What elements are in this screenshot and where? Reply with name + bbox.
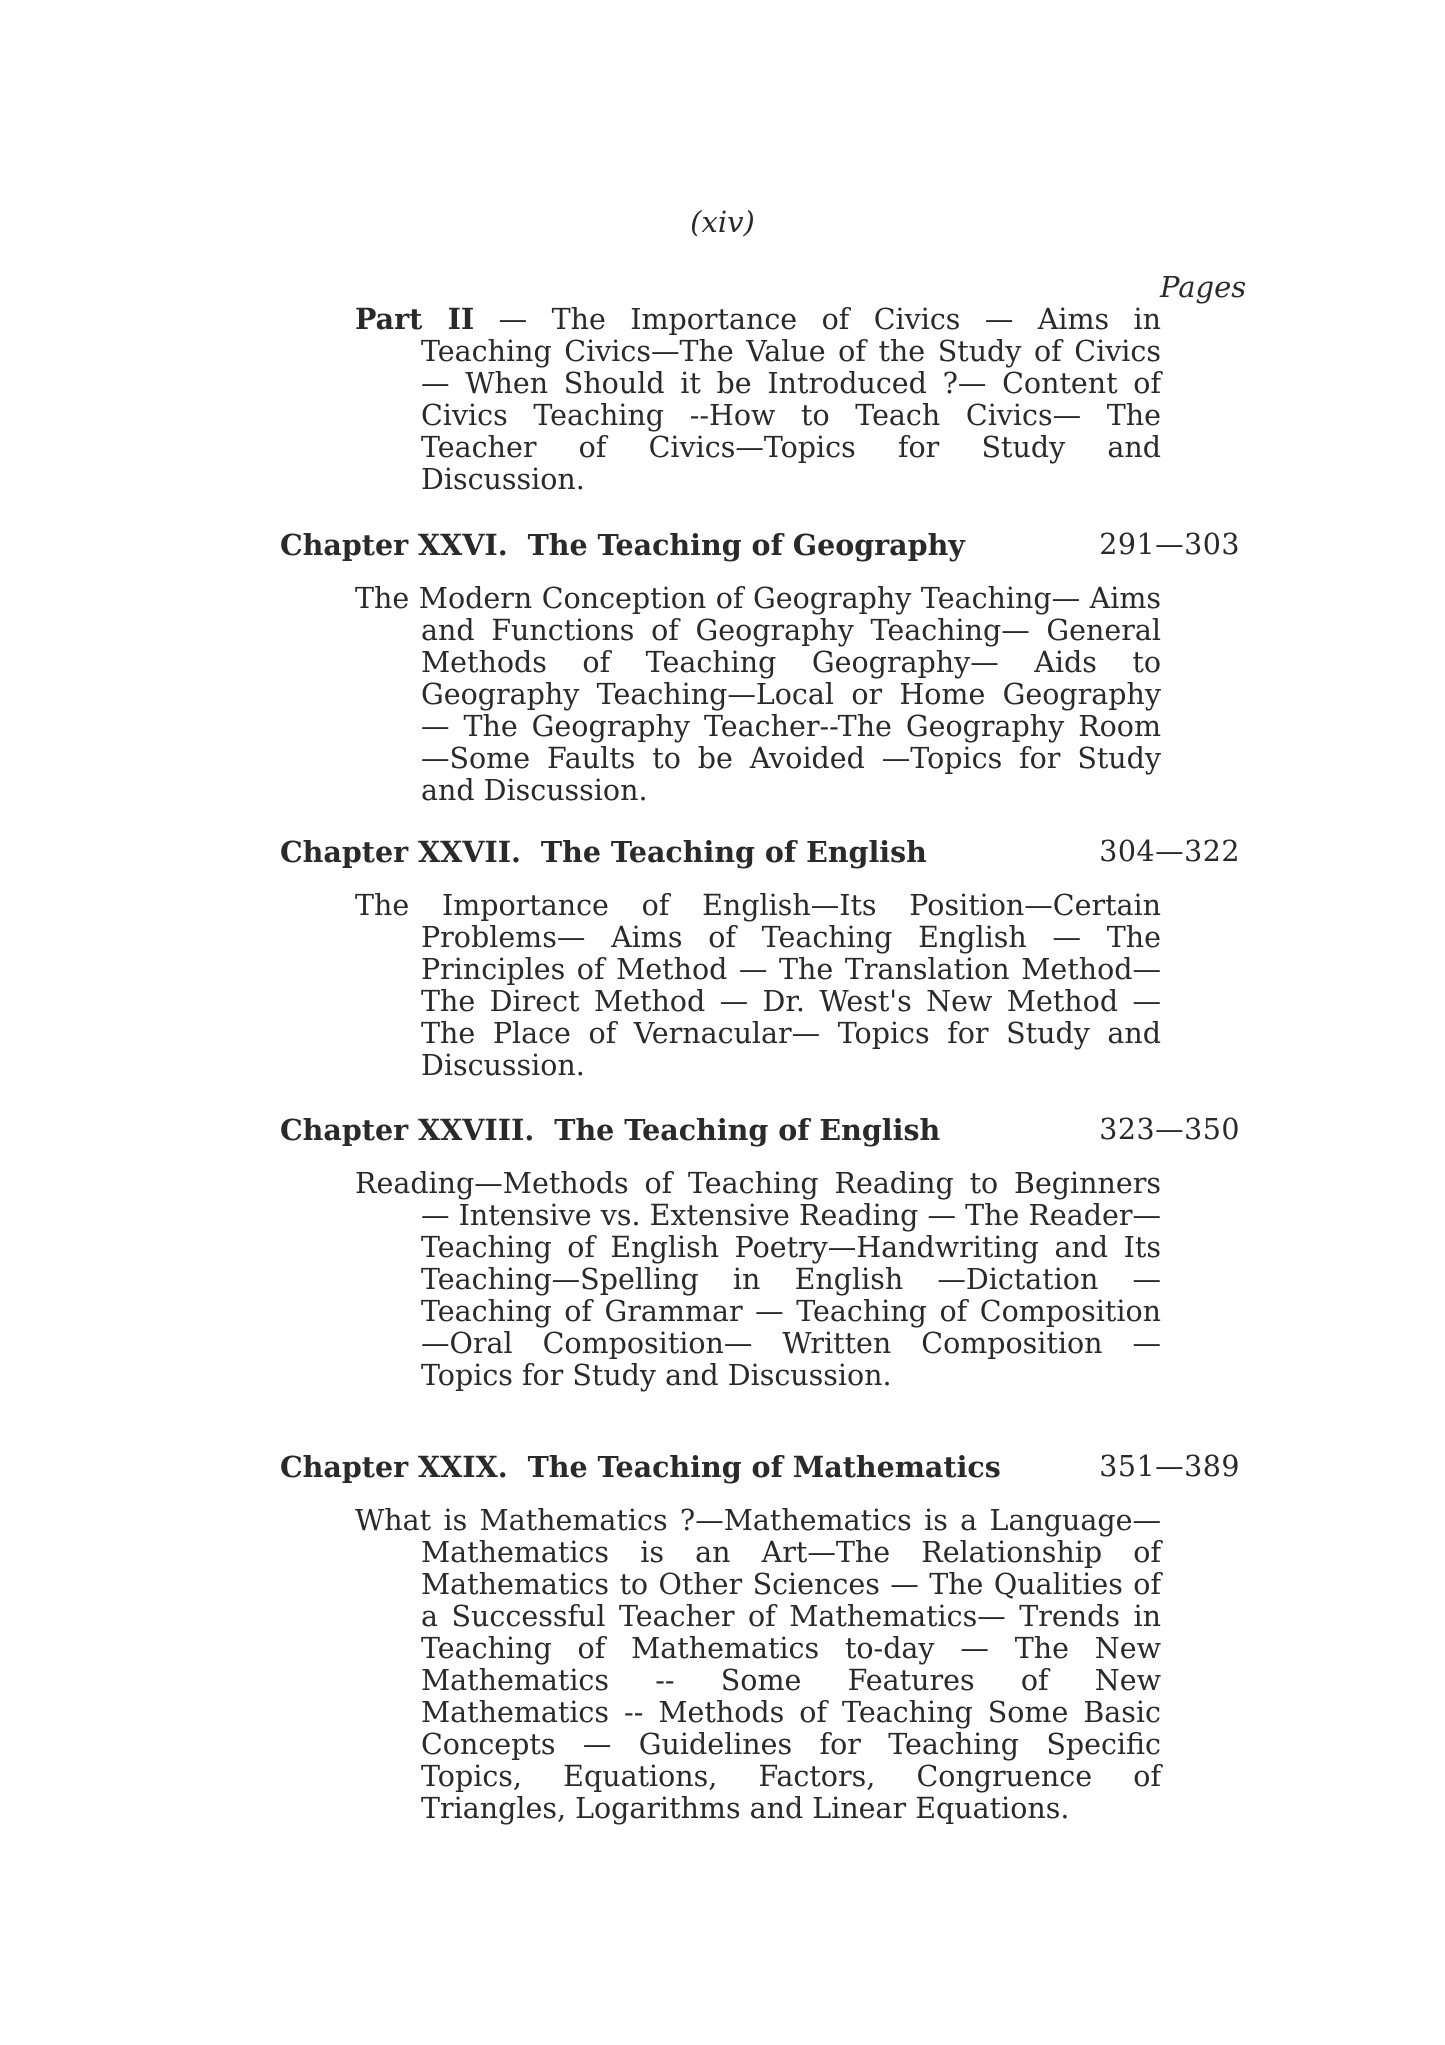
chapter-title: The Teaching of Geography [527, 528, 965, 562]
chapter-number: Chapter XXVII. [280, 835, 521, 869]
chapter-summary: The Importance of English—Its Position—Certain Problems— Aims of Teaching English — The Principles of Method — The Translation Method— The Direct Method — Dr. West's New Method — The Place of Vernacular— Topics for Study and Discussion. [355, 889, 1161, 1082]
chapter-heading [280, 835, 1240, 869]
part-label: Part II [355, 302, 475, 336]
chapter-pages: 323—350 [1099, 1113, 1240, 1146]
chapter-pages: 351—389 [1099, 1450, 1240, 1483]
chapter-heading [280, 1113, 1240, 1147]
chapter-number: Chapter XXVI. [280, 528, 508, 562]
chapter-number: Chapter XXIX. [280, 1450, 508, 1484]
chapter-pages: 291—303 [1099, 528, 1240, 561]
chapter-number: Chapter XXVIII. [280, 1113, 535, 1147]
chapter-title: The Teaching of English [540, 835, 927, 869]
part-entry [355, 303, 1161, 496]
page-number: (xiv) [690, 205, 755, 239]
pages-column-label: Pages [1160, 270, 1247, 304]
chapter-summary: What is Mathematics ?—Mathematics is a Language—Mathematics is an Art—The Relationship of Mathematics to Other Sciences — The Qualities of a Successful Teacher of Mathematics— Trends in Teaching of Mathematics to-day — The New Mathematics -- Some Features of New Mathematics -- Methods of Teaching Some Basic Concepts — Guidelines for Teaching Specific Topics, Equations, Factors, Congruence of Triangles, Logarithms and Linear Equations. [355, 1504, 1161, 1825]
chapter-summary: The Modern Conception of Geography Teaching— Aims and Functions of Geography Teaching— General Methods of Teaching Geography— Aids to Geography Teaching—Local or Home Geography — The Geography Teacher--The Geography Room—Some Faults to be Avoided —Topics for Study and Discussion. [355, 582, 1161, 807]
chapter-title: The Teaching of English [554, 1113, 941, 1147]
part-summary: — The Importance of Civics — Aims in Teaching Civics—The Value of the Study of Civics — When Should it be Introduced ?— Content of Civics Teaching --How to Teach Civics— The Teacher of Civics—Topics for Study and Discussion. [421, 303, 1161, 496]
chapter-pages: 304—322 [1099, 835, 1240, 868]
chapter-title: The Teaching of Mathematics [527, 1450, 1001, 1484]
chapter-heading [280, 1450, 1240, 1484]
chapter-heading [280, 528, 1240, 562]
chapter-summary: Reading—Methods of Teaching Reading to Beginners — Intensive vs. Extensive Reading — The Reader—Teaching of English Poetry—Handwriting and Its Teaching—Spelling in English —Dictation — Teaching of Grammar — Teaching of Composition—Oral Composition— Written Composition — Topics for Study and Discussion. [355, 1167, 1161, 1392]
